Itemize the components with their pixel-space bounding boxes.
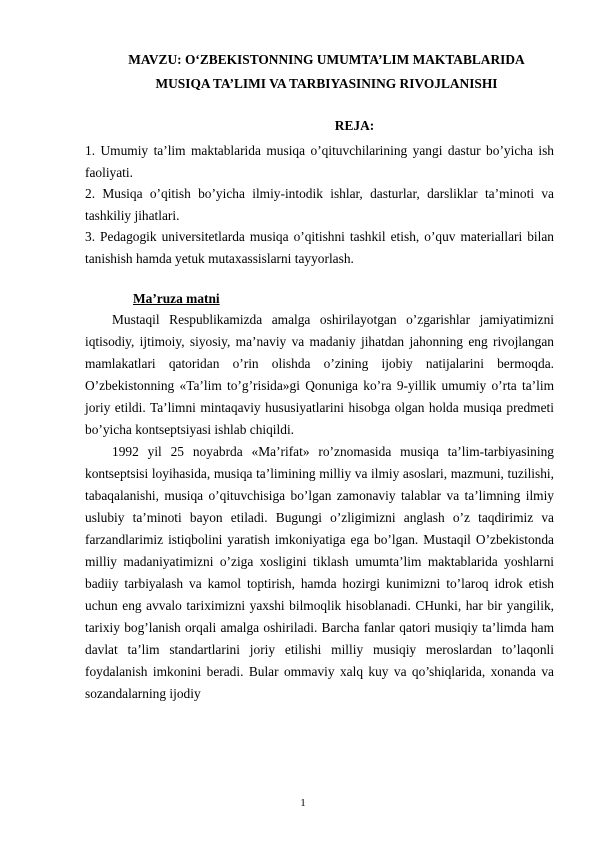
- plan-item: 2. Musiqa o’qitish bo’yicha ilmiy-intodik ishlar, dasturlar, darsliklar ta’minoti va tashkiliy jihatlari.: [85, 186, 554, 223]
- body-paragraph: Mustaqil Respublikamizda amalga oshirilayotgan o’zgarishlar jamiyatimizni iqtisodiy, ijtimoiy, siyosiy, ma’naviy va madaniy jihatdan jahonning eng rivojlangan mamlakatlari qatoridan o’rin olishda o’zining ijobiy natijalarini bermoqda. O’zbekistonning «Ta’lim to’g’risida»gi Qonuniga ko’ra 9-yillik umumiy o’rta ta’lim joriy etildi. Ta’limni mintaqaviy hususiyatlarini hisobga olgan holda musiqa predmeti bo’yicha kontseptsiyasi ishlab chiqildi.: [85, 312, 554, 438]
- lecture-text-heading: Ma’ruza matni: [133, 290, 220, 306]
- plan-heading: REJA:: [334, 118, 375, 133]
- document-title-line-1: MAVZU: O‘ZBEKISTONNING UMUMTA’LIM MAKTABLARIDA: [128, 52, 525, 67]
- plan-item: 3. Pedagogik universitetlarda musiqa o’qitishni tashkil etish, o’quv materiallari bilan tanishish hamda yetuk mutaxassislarni tayyorlash.: [85, 229, 554, 266]
- document-title-line-2: MUSIQA TA’LIMI VA TARBIYASINING RIVOJLANISHI: [155, 76, 498, 91]
- body-paragraph: 1992 yil 25 noyabrda «Ma’rifat» ro’znomasida musiqa ta’lim-tarbiyasining kontseptsisi loyihasida, musiqa ta’limining milliy va ilmiy asoslari, mazmuni, tuzilishi, tabaqalanishi, musiqa o’qituvchisiga bo’lgan zamonaviy talablar va ta’limning ilmiy uslubiy ta’minoti bayon etiladi. Bugungi o’zligimizni anglash o’z taqdirimiz va farzandlarimiz istiqbolini yaratish imkoniyatiga ega bo’lgan. Mustaqil O’zbekistonda milliy madaniyatimizni o’ziga xosligini tiklash umumta’lim maktablarida yoshlarni badiiy tarbiyalash va kamol toptirish, hamda hozirgi kunimizni to’laroq idrok etish uchun eng avvalo tariximizni yaxshi bilmoqlik hisoblanadi. CHunki, har bir yangilik, tarixiy bog’lanish orqali amalga oshiriladi. Barcha fanlar qatori musiqiy ta’limda ham davlat ta’lim standartlarini joriy etilishi milliy musiqiy meroslardan to’laqonli foydalanish imkonini beradi. Bular ommaviy xalq kuy va qo’shiqlarida, xonanda va sozandalarning ijodiy: [85, 444, 554, 702]
- plan-item: 1. Umumiy ta’lim maktablarida musiqa o’qituvchilarining yangi dastur bo’yicha ish faoliyati.: [85, 143, 554, 180]
- page-number: 1: [300, 797, 306, 809]
- plan-list: [85, 140, 554, 270]
